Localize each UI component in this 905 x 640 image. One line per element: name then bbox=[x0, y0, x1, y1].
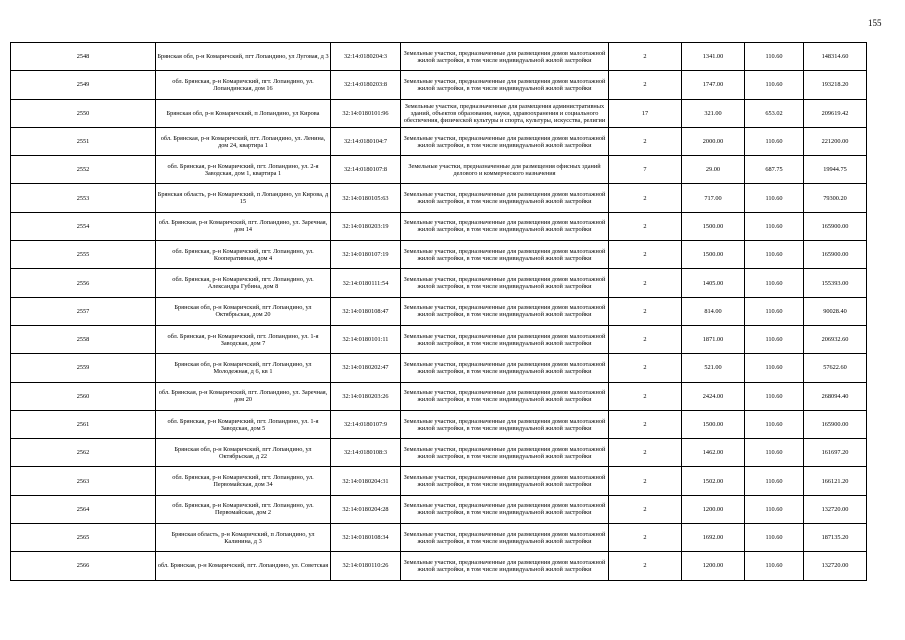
land-purpose-cell: Земельные участки, предназначенные для размещения домов малоэтажной жилой застройки, в том числе индивидуальной жилой застройки bbox=[401, 212, 609, 240]
rate-cell: 110.60 bbox=[745, 524, 804, 552]
rate-cell: 110.60 bbox=[745, 241, 804, 269]
land-purpose-cell: Земельные участки, предназначенные для размещения домов малоэтажной жилой застройки, в том числе индивидуальной жилой застройки bbox=[401, 71, 609, 99]
row-number-cell: 2559 bbox=[11, 354, 156, 382]
area-cell: 1500.00 bbox=[682, 212, 745, 240]
table-row bbox=[11, 325, 867, 353]
value-cell: 57622.60 bbox=[804, 354, 867, 382]
cadastral-number-cell: 32:14:0180105:63 bbox=[331, 184, 401, 212]
table-row bbox=[11, 184, 867, 212]
area-cell: 2424.00 bbox=[682, 382, 745, 410]
area-cell: 321.00 bbox=[682, 99, 745, 127]
group-code-cell: 2 bbox=[609, 325, 682, 353]
page-number: 155 bbox=[868, 18, 882, 28]
land-purpose-cell: Земельные участки, предназначенные для размещения домов малоэтажной жилой застройки, в том числе индивидуальной жилой застройки bbox=[401, 184, 609, 212]
table-row bbox=[11, 467, 867, 495]
value-cell: 166121.20 bbox=[804, 467, 867, 495]
table-row bbox=[11, 439, 867, 467]
area-cell: 521.00 bbox=[682, 354, 745, 382]
address-cell: обл. Брянская, р-н Комаричский, пгт. Лопандино, ул. Лопандинская, дом 16 bbox=[156, 71, 331, 99]
address-cell: обл. Брянская, р-н Комаричский, пгт. Лопандино, ул. Первомайская, дом 34 bbox=[156, 467, 331, 495]
rate-cell: 110.60 bbox=[745, 439, 804, 467]
value-cell: 206932.60 bbox=[804, 325, 867, 353]
value-cell: 193218.20 bbox=[804, 71, 867, 99]
land-purpose-cell: Земельные участки, предназначенные для размещения домов малоэтажной жилой застройки, в том числе индивидуальной жилой застройки bbox=[401, 269, 609, 297]
cadastral-number-cell: 32:14:0180101:96 bbox=[331, 99, 401, 127]
table-row bbox=[11, 43, 867, 71]
group-code-cell: 2 bbox=[609, 43, 682, 71]
group-code-cell: 2 bbox=[609, 552, 682, 580]
cadastral-number-cell: 32:14:0180104:7 bbox=[331, 127, 401, 155]
address-cell: Брянская обл, р-н Комаричский, пгт Лопандино, ул Октябрьская, дом 20 bbox=[156, 297, 331, 325]
value-cell: 148314.60 bbox=[804, 43, 867, 71]
area-cell: 1500.00 bbox=[682, 241, 745, 269]
address-cell: обл. Брянская, р-н Комаричский, пгт. Лопандино, ул. Кооперативная, дом 4 bbox=[156, 241, 331, 269]
rate-cell: 110.60 bbox=[745, 212, 804, 240]
table-row bbox=[11, 269, 867, 297]
address-cell: обл. Брянская, р-н Комаричский, пгт. Лопандино, ул. Советская bbox=[156, 552, 331, 580]
land-purpose-cell: Земельные участки, предназначенные для размещения домов малоэтажной жилой застройки, в том числе индивидуальной жилой застройки bbox=[401, 439, 609, 467]
table-row bbox=[11, 354, 867, 382]
table-body bbox=[11, 43, 867, 581]
value-cell: 155393.00 bbox=[804, 269, 867, 297]
cadastral-number-cell: 32:14:0180107:8 bbox=[331, 156, 401, 184]
area-cell: 1871.00 bbox=[682, 325, 745, 353]
rate-cell: 110.60 bbox=[745, 552, 804, 580]
rate-cell: 110.60 bbox=[745, 184, 804, 212]
address-cell: обл. Брянская, р-н Комаричский, пгт. Лопандино, ул. 1-я Заводская, дом 5 bbox=[156, 410, 331, 438]
row-number-cell: 2558 bbox=[11, 325, 156, 353]
value-cell: 165900.00 bbox=[804, 212, 867, 240]
group-code-cell: 2 bbox=[609, 269, 682, 297]
rate-cell: 110.60 bbox=[745, 269, 804, 297]
rate-cell: 110.60 bbox=[745, 43, 804, 71]
group-code-cell: 2 bbox=[609, 184, 682, 212]
group-code-cell: 2 bbox=[609, 71, 682, 99]
land-purpose-cell: Земельные участки, предназначенные для размещения домов малоэтажной жилой застройки, в том числе индивидуальной жилой застройки bbox=[401, 410, 609, 438]
cadastral-number-cell: 32:14:0180110:26 bbox=[331, 552, 401, 580]
row-number-cell: 2554 bbox=[11, 212, 156, 240]
cadastral-number-cell: 32:14:0180108:47 bbox=[331, 297, 401, 325]
value-cell: 132720.00 bbox=[804, 495, 867, 523]
value-cell: 19944.75 bbox=[804, 156, 867, 184]
value-cell: 161697.20 bbox=[804, 439, 867, 467]
table-row bbox=[11, 495, 867, 523]
value-cell: 209619.42 bbox=[804, 99, 867, 127]
address-cell: обл. Брянская, р-н Комаричский, пгт. Лопандино, ул. Заречная, дом 20 bbox=[156, 382, 331, 410]
row-number-cell: 2565 bbox=[11, 524, 156, 552]
row-number-cell: 2564 bbox=[11, 495, 156, 523]
rate-cell: 110.60 bbox=[745, 410, 804, 438]
area-cell: 29.00 bbox=[682, 156, 745, 184]
row-number-cell: 2566 bbox=[11, 552, 156, 580]
address-cell: Брянская обл, р-н Комаричский, пгт Лопандино, ул Молодежная, д 6, кв 1 bbox=[156, 354, 331, 382]
cadastral-number-cell: 32:14:0180101:11 bbox=[331, 325, 401, 353]
rate-cell: 110.60 bbox=[745, 71, 804, 99]
row-number-cell: 2549 bbox=[11, 71, 156, 99]
cadastral-number-cell: 32:14:0180203:8 bbox=[331, 71, 401, 99]
group-code-cell: 2 bbox=[609, 212, 682, 240]
cadastral-number-cell: 32:14:0180108:34 bbox=[331, 524, 401, 552]
table-row bbox=[11, 552, 867, 580]
row-number-cell: 2560 bbox=[11, 382, 156, 410]
value-cell: 165900.00 bbox=[804, 410, 867, 438]
rate-cell: 110.60 bbox=[745, 325, 804, 353]
group-code-cell: 2 bbox=[609, 297, 682, 325]
cadastral-number-cell: 32:14:0180202:47 bbox=[331, 354, 401, 382]
rate-cell: 110.60 bbox=[745, 127, 804, 155]
value-cell: 221200.00 bbox=[804, 127, 867, 155]
table-row bbox=[11, 524, 867, 552]
land-purpose-cell: Земельные участки, предназначенные для размещения домов малоэтажной жилой застройки, в том числе индивидуальной жилой застройки bbox=[401, 241, 609, 269]
value-cell: 187135.20 bbox=[804, 524, 867, 552]
row-number-cell: 2550 bbox=[11, 99, 156, 127]
area-cell: 1747.00 bbox=[682, 71, 745, 99]
address-cell: обл. Брянская, р-н Комаричский, пгт. Лопандино, ул. 2-я Заводская, дом 1, квартира 1 bbox=[156, 156, 331, 184]
address-cell: обл. Брянская, р-н Комаричский, пгт. Лопандино, ул. 1-я Заводская, дом 7 bbox=[156, 325, 331, 353]
group-code-cell: 2 bbox=[609, 382, 682, 410]
group-code-cell: 2 bbox=[609, 439, 682, 467]
address-cell: Брянская область, р-н Комаричский, п Лопандино, ул Калинина, д 3 bbox=[156, 524, 331, 552]
value-cell: 90028.40 bbox=[804, 297, 867, 325]
table-row bbox=[11, 410, 867, 438]
land-purpose-cell: Земельные участки, предназначенные для размещения домов малоэтажной жилой застройки, в том числе индивидуальной жилой застройки bbox=[401, 43, 609, 71]
area-cell: 1692.00 bbox=[682, 524, 745, 552]
area-cell: 1462.00 bbox=[682, 439, 745, 467]
area-cell: 717.00 bbox=[682, 184, 745, 212]
cadastral-number-cell: 32:14:0180204:28 bbox=[331, 495, 401, 523]
area-cell: 1502.00 bbox=[682, 467, 745, 495]
table-row bbox=[11, 156, 867, 184]
address-cell: Брянская область, р-н Комаричский, п Лопандино, ул Кирова, д 15 bbox=[156, 184, 331, 212]
rate-cell: 110.60 bbox=[745, 382, 804, 410]
cadastral-number-cell: 32:14:0180203:26 bbox=[331, 382, 401, 410]
row-number-cell: 2561 bbox=[11, 410, 156, 438]
rate-cell: 653.02 bbox=[745, 99, 804, 127]
cadastral-number-cell: 32:14:0180204:3 bbox=[331, 43, 401, 71]
row-number-cell: 2548 bbox=[11, 43, 156, 71]
area-cell: 814.00 bbox=[682, 297, 745, 325]
land-purpose-cell: Земельные участки, предназначенные для размещения домов малоэтажной жилой застройки, в том числе индивидуальной жилой застройки bbox=[401, 467, 609, 495]
value-cell: 268094.40 bbox=[804, 382, 867, 410]
address-cell: Брянская обл, р-н Комаричский, п Лопандино, ул Кирова bbox=[156, 99, 331, 127]
land-purpose-cell: Земельные участки, предназначенные для размещения административных зданий, объектов образования, науки, здравоохранения и социального обеспечения, физической культуры и спорта, культуры, искусства, религии bbox=[401, 99, 609, 127]
rate-cell: 110.60 bbox=[745, 495, 804, 523]
area-cell: 1200.00 bbox=[682, 495, 745, 523]
group-code-cell: 2 bbox=[609, 467, 682, 495]
rate-cell: 110.60 bbox=[745, 467, 804, 495]
group-code-cell: 2 bbox=[609, 524, 682, 552]
group-code-cell: 2 bbox=[609, 495, 682, 523]
row-number-cell: 2551 bbox=[11, 127, 156, 155]
row-number-cell: 2552 bbox=[11, 156, 156, 184]
table-row bbox=[11, 99, 867, 127]
group-code-cell: 2 bbox=[609, 241, 682, 269]
area-cell: 1500.00 bbox=[682, 410, 745, 438]
land-purpose-cell: Земельные участки, предназначенные для размещения домов малоэтажной жилой застройки, в том числе индивидуальной жилой застройки bbox=[401, 127, 609, 155]
row-number-cell: 2555 bbox=[11, 241, 156, 269]
row-number-cell: 2563 bbox=[11, 467, 156, 495]
value-cell: 165900.00 bbox=[804, 241, 867, 269]
address-cell: обл. Брянская, р-н Комаричский, пгт. Лопандино, ул. Ленина, дом 24, квартира 1 bbox=[156, 127, 331, 155]
group-code-cell: 2 bbox=[609, 410, 682, 438]
value-cell: 79300.20 bbox=[804, 184, 867, 212]
group-code-cell: 2 bbox=[609, 127, 682, 155]
table-row bbox=[11, 212, 867, 240]
land-purpose-cell: Земельные участки, предназначенные для размещения домов малоэтажной жилой застройки, в том числе индивидуальной жилой застройки bbox=[401, 297, 609, 325]
table-row bbox=[11, 241, 867, 269]
cadastral-number-cell: 32:14:0180107:9 bbox=[331, 410, 401, 438]
address-cell: обл. Брянская, р-н Комаричский, пгт. Лопандино, ул. Заречная, дом 14 bbox=[156, 212, 331, 240]
rate-cell: 110.60 bbox=[745, 354, 804, 382]
land-registry-table bbox=[10, 42, 867, 581]
land-purpose-cell: Земельные участки, предназначенные для размещения домов малоэтажной жилой застройки, в том числе индивидуальной жилой застройки bbox=[401, 325, 609, 353]
land-purpose-cell: Земельные участки, предназначенные для размещения домов малоэтажной жилой застройки, в том числе индивидуальной жилой застройки bbox=[401, 552, 609, 580]
address-cell: обл. Брянская, р-н Комаричский, пгт. Лопандино, ул. Первомайская, дом 2 bbox=[156, 495, 331, 523]
table-row bbox=[11, 71, 867, 99]
row-number-cell: 2556 bbox=[11, 269, 156, 297]
address-cell: Брянская обл, р-н Комаричский, пгт Лопандино, ул Луговая, д 3 bbox=[156, 43, 331, 71]
cadastral-number-cell: 32:14:0180203:19 bbox=[331, 212, 401, 240]
cadastral-number-cell: 32:14:0180108:3 bbox=[331, 439, 401, 467]
address-cell: Брянская обл, р-н Комаричский, пгт Лопандино, ул Октябрьская, д 22 bbox=[156, 439, 331, 467]
address-cell: обл. Брянская, р-н Комаричский, пгт. Лопандино, ул. Александра Губина, дом 8 bbox=[156, 269, 331, 297]
land-purpose-cell: Земельные участки, предназначенные для размещения домов малоэтажной жилой застройки, в том числе индивидуальной жилой застройки bbox=[401, 354, 609, 382]
row-number-cell: 2557 bbox=[11, 297, 156, 325]
value-cell: 132720.00 bbox=[804, 552, 867, 580]
rate-cell: 687.75 bbox=[745, 156, 804, 184]
rate-cell: 110.60 bbox=[745, 297, 804, 325]
table-row bbox=[11, 382, 867, 410]
cadastral-number-cell: 32:14:0180111:54 bbox=[331, 269, 401, 297]
cadastral-number-cell: 32:14:0180204:31 bbox=[331, 467, 401, 495]
land-purpose-cell: Земельные участки, предназначенные для размещения офисных зданий делового и коммерческого назначения bbox=[401, 156, 609, 184]
cadastral-number-cell: 32:14:0180107:19 bbox=[331, 241, 401, 269]
row-number-cell: 2562 bbox=[11, 439, 156, 467]
group-code-cell: 2 bbox=[609, 354, 682, 382]
group-code-cell: 7 bbox=[609, 156, 682, 184]
table-row bbox=[11, 297, 867, 325]
area-cell: 2000.00 bbox=[682, 127, 745, 155]
area-cell: 1405.00 bbox=[682, 269, 745, 297]
land-purpose-cell: Земельные участки, предназначенные для размещения домов малоэтажной жилой застройки, в том числе индивидуальной жилой застройки bbox=[401, 524, 609, 552]
row-number-cell: 2553 bbox=[11, 184, 156, 212]
land-purpose-cell: Земельные участки, предназначенные для размещения домов малоэтажной жилой застройки, в том числе индивидуальной жилой застройки bbox=[401, 382, 609, 410]
area-cell: 1200.00 bbox=[682, 552, 745, 580]
group-code-cell: 17 bbox=[609, 99, 682, 127]
table-row bbox=[11, 127, 867, 155]
area-cell: 1341.00 bbox=[682, 43, 745, 71]
land-purpose-cell: Земельные участки, предназначенные для размещения домов малоэтажной жилой застройки, в том числе индивидуальной жилой застройки bbox=[401, 495, 609, 523]
